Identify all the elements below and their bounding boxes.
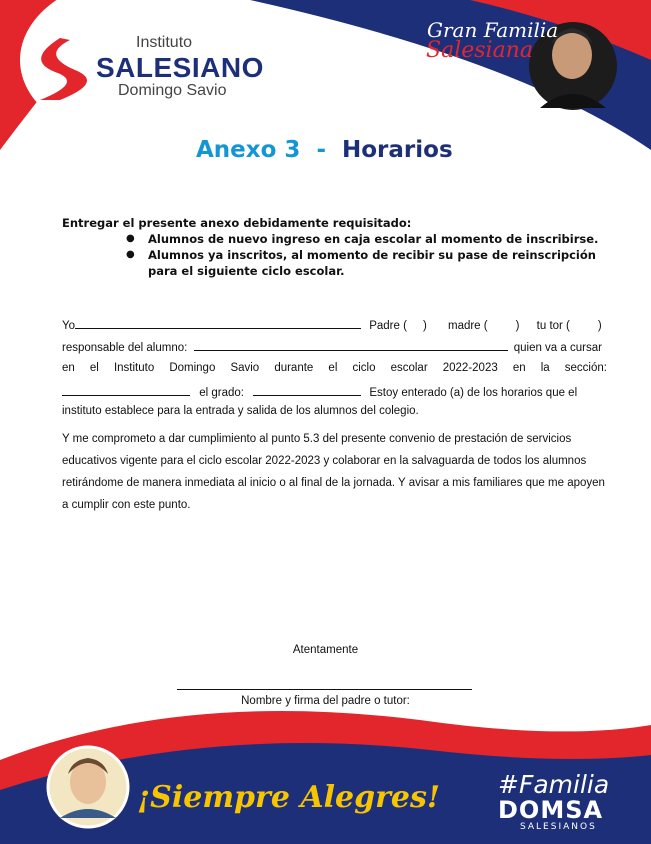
line3-word: el xyxy=(89,362,99,374)
tutor-option[interactable]: tu tor ( xyxy=(536,320,570,332)
madre-close: ) xyxy=(515,320,520,332)
brand-gran-familia: Gran Familia xyxy=(427,18,559,42)
instructions-list xyxy=(62,231,622,279)
signature-line[interactable] xyxy=(177,689,472,690)
signature-label: Nombre y firma del padre o tutor: xyxy=(241,695,410,707)
line3-word: sección: xyxy=(564,362,607,374)
line3-word: Domingo xyxy=(169,362,216,374)
parent-name-field[interactable] xyxy=(75,317,361,329)
instruction-item: ● Alumnos ya inscritos, al momento de recibir su pase de reinscripción para el siguiente ciclo escolar. xyxy=(124,247,622,279)
estoy-text: Estoy enterado (a) de los horarios que el xyxy=(369,387,578,399)
form-line-3 xyxy=(62,362,607,374)
line3-word: Savio xyxy=(230,362,260,374)
footer-brand-sub: SALESIANOS xyxy=(520,822,597,832)
padre-option[interactable]: Padre ( xyxy=(369,320,407,332)
student-name-field[interactable] xyxy=(194,339,508,351)
line3-word: escolar xyxy=(390,362,428,374)
form-block xyxy=(62,317,607,417)
student-portrait xyxy=(48,747,128,827)
title-annex: Anexo 3 xyxy=(196,137,301,163)
yo-label: Yo xyxy=(62,320,76,332)
instruction-item: ● Alumnos de nuevo ingreso en caja escolar al momento de inscribirse. xyxy=(124,231,622,247)
section-field[interactable] xyxy=(62,384,190,396)
closing-text: Atentamente xyxy=(292,644,359,656)
line3-word: en xyxy=(512,362,526,374)
logo-domingo-text: Domingo Savio xyxy=(118,82,227,99)
logo-instituto-text: Instituto xyxy=(136,34,193,51)
form-line-4 xyxy=(62,384,607,399)
footer-brand: DOMSA xyxy=(498,796,604,824)
line3-word: la xyxy=(540,362,550,374)
footer-hashtag: #Familia xyxy=(498,770,610,799)
padre-close: ) xyxy=(422,320,427,332)
instructions-block xyxy=(62,215,622,279)
form-line-2 xyxy=(62,339,607,354)
form-line-1 xyxy=(62,317,607,332)
line3-word: en xyxy=(62,362,75,374)
commitment-paragraph: Y me comprometo a dar cumplimiento al punto 5.3 del presente convenio de prestación de servicios educativos vigente para el ciclo escolar 2022-2023 y colaborar en la salvaguarda de todos los alumnos retirándome de manera inmediata al inicio o al final de la jornada. Y avisar a mis familiares que me apoyen a cumplir con este punto. xyxy=(62,433,605,511)
line3-word: Instituto xyxy=(113,362,155,374)
line3-word: el xyxy=(328,362,338,374)
line3-word: ciclo xyxy=(352,362,376,374)
footer-slogan: ¡Siempre Alegres! xyxy=(137,780,441,815)
logo-salesiano-text: SALESIANO xyxy=(96,52,264,83)
madre-option[interactable]: madre ( xyxy=(447,320,488,332)
instructions-lead: Entregar el presente anexo debidamente requisitado: xyxy=(62,216,412,230)
form-line-5: instituto establece para la entrada y salida de los alumnos del colegio. xyxy=(62,405,419,417)
title-horarios: Horarios xyxy=(342,137,453,163)
brand-salesiana: Salesiana xyxy=(426,38,533,63)
grade-field[interactable] xyxy=(253,384,361,396)
grado-label: el grado: xyxy=(199,387,244,399)
quien-va-text: quien va a cursar xyxy=(513,342,602,354)
line3-word: durante xyxy=(274,362,314,374)
responsable-label: responsable del alumno: xyxy=(62,342,188,354)
tutor-close: ) xyxy=(597,320,602,332)
line3-word: 2022-2023 xyxy=(442,362,498,374)
title-separator: - xyxy=(316,137,326,163)
page-title xyxy=(196,137,453,163)
